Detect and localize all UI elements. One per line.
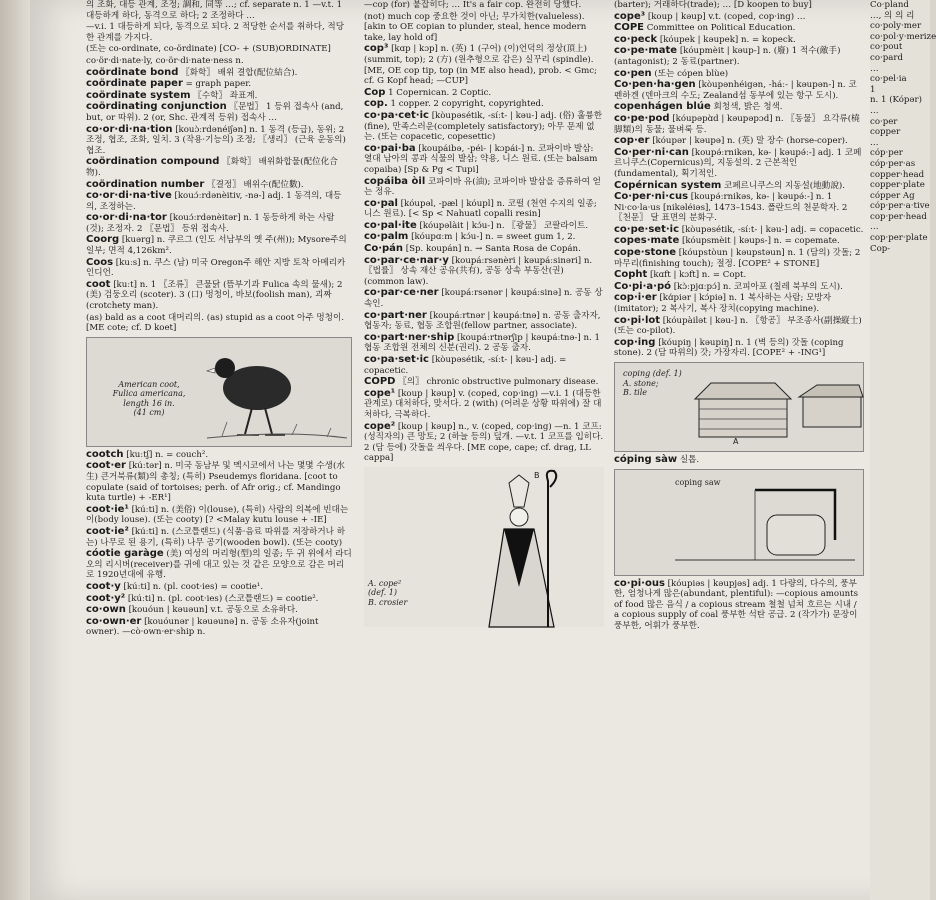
dictionary-entry [364,12,604,44]
entry-headword: coördinate system [86,89,191,101]
dictionary-entry [364,333,604,354]
entry-definition: (또는 cópen blùe) [654,68,729,79]
dictionary-entry [614,293,864,314]
entry-headword: cop³ [364,43,389,55]
dictionary-entry [364,44,604,86]
dictionary-entry [86,313,352,334]
dictionary-entry [614,338,864,359]
entry-definition: [kɔ̀ːpjɑːpɔ́] n. 코피아포 (칠레 북부의 도시). [673,281,843,292]
partial-entry-line: co·pout [870,42,903,53]
entry-headword: co·own [86,604,126,616]
entry-definition: [kouɔ́ːrdənèitər] n. 1 동등하게 하는 사람(것); 조정자. 2 〖문법〗 등위 접속사. [86,213,335,234]
column-4-partial [870,0,936,900]
dictionary-entry [614,0,864,11]
entry-headword: Copht [614,269,648,281]
entry-headword: co·par·ce·ner [364,287,439,299]
entry-headword: coördination compound [86,156,220,168]
entry-definition: 〖수학〗 좌표계. [193,90,258,101]
entry-headword: co·part·ner [364,309,427,321]
dictionary-entry [614,80,864,101]
dictionary-entry [86,91,352,102]
entry-definition: [kóupsmèit | kəups-] n. = copemate. [681,236,840,247]
partial-entry-line: cop·per·head [870,211,927,222]
dictionary-entry [86,44,352,55]
dictionary-entry [86,450,352,461]
dictionary-entry [364,311,604,332]
column-2 [364,0,604,630]
dictionary-entry [614,114,864,135]
entry-definition: —v.i. 1 대등하게 되다, 동격으로 되다. 2 적당한 순서를 취하다, 적당한 관계를 가지다. [86,22,345,43]
entry-headword: coot·ie² [86,525,129,537]
entry-headword: co·pal·ite [364,219,417,231]
dictionary-entry [86,617,352,638]
dictionary-entry [86,213,352,234]
entry-definition: [kuːtʃ] n. = couch². [126,449,209,460]
column-3 [614,0,864,633]
dictionary-entry [86,102,352,123]
entry-definition: [kúːtər] n. 미국 동남부 및 멕시코에서 나는 몇몇 수생(水生) 큰거북류(類)의 총칭; (특히) Pseudemys floridana. [coot to copulate (said of tortoises; perh. of Afr orig.; cf. Mandingo kuta turtle) + -ER¹] [86,461,345,504]
entry-headword: COPE [614,22,644,34]
dictionary-entry [614,192,864,224]
entry-headword: cop·ing [614,336,656,348]
dictionary-entry [86,79,352,90]
dictionary-entry [614,148,864,180]
dictionary-entry [614,579,864,632]
partial-entry-line: … [870,105,879,116]
entry-headword: coördinate bond [86,66,179,78]
dictionary-entry [86,258,352,279]
entry-headword: co·pe·pod [614,112,670,124]
dictionary-entry [86,125,352,157]
entry-headword: coot·ie¹ [86,503,129,515]
entry-definition: [kóupiəs | kəupjəs] adj. 1 다량의, 다수의, 풍부한, 엄청나게 많은(abundant, plentiful): —copious amounts of food 많은 음식 / a copious stream 철철 넘쳐 흐르는 시내 / a copious supply of coal 풍부한 석탄 공급. 2 (작가가) 문장이 풍부한, 어휘가 풍부한. [614,578,859,631]
entry-definition: [kóupàilət | kəu-] n. 〖항공〗 부조종사(副操縦士) (또는 co-pilot). [614,315,862,337]
entry-definition: [koupáːrtnər | kəupáːtnə] n. 공동 출자자, 협동자; 동료, 협동 조합원(fellow partner, associate). [364,310,601,332]
entry-definition: [koupáːrsənèri | kəupáːsinəri] n. 〖법률〗 상속 재산 공유(共有), 공동 상속 부동산(권)(common law). [364,255,593,287]
entry-definition: 코파이바 유(油); 코파이바 발삼을 증류하여 얻는 정유. [364,176,601,198]
entry-definition: [koupáibə, -péi- | kɔpái-] n. 코파이바 발삼: 열대 남아의 콩과 식물의 발삼; 약용, 니스 원료. (또는 balsam copaiba) [Sp & Pg < Tupi] [364,143,598,175]
entry-headword: Copérnican system [614,179,722,191]
entry-headword: cop. [364,98,388,110]
dictionary-page [30,0,936,900]
dictionary-entry [364,355,604,376]
partial-entry-line: cópper Ag [870,190,915,201]
dictionary-entry [364,232,604,243]
dictionary-entry [614,136,864,147]
entry-headword: co·or·di·na·tive [86,190,172,202]
entry-headword: Coos [86,256,114,268]
partial-entry-line: co·poly·mer [870,21,922,32]
entry-definition: 코페르니쿠스의 지동설(地動說). [724,180,846,191]
entry-headword: copenhágen blúe [614,101,711,113]
entry-definition: 〖화학〗 배위 결합(配位結合). [181,67,298,78]
dictionary-entry [364,88,604,99]
partial-entry-line: copper·plate [870,180,925,191]
entry-headword: co·pi·ous [614,577,665,589]
dictionary-entry [614,35,864,46]
dictionary-entry [614,69,864,80]
entry-definition: [koupáːrsənər | kəupáːsinə] n. 공동 상속인. [364,288,603,310]
entry-headword: cop·i·er [614,292,657,304]
american-coot-figure [86,337,352,447]
entry-definition: [kuərg] n. 쿠르그 (인도 서남부의 옛 주(州)); Mysore주의 일부; 면적 4,126km². [86,235,347,257]
dictionary-entry [86,461,352,503]
dictionary-entry [364,256,604,288]
entry-headword: coot·y [86,580,121,592]
entry-definition: [kòupəsétik, -síːt- | kəu-] adj. = copacetic. [364,355,567,376]
entry-headword: co·or·di·na·tor [86,212,167,224]
entry-definition: [kouóunər | kəuəunə] n. 공동 소유자(joint owner). —cò·own·er·ship n. [86,616,319,638]
figure-label-a: A [733,437,739,446]
entry-definition: 〖화학〗 배위화합물(配位化合物). [86,157,338,178]
entry-definition: [kúːti] n. (pl. coot·ies) = cootie¹. [123,581,264,592]
figure-caption: A. cope² (def. 1) B. crosier [368,578,408,607]
entry-definition: 〖결정〗 배위수(配位數). [207,179,304,190]
entry-headword: cope¹ [364,387,396,399]
dictionary-entry [364,389,604,421]
entry-headword: co·peck [614,33,658,45]
partial-entry-line: n. 1 (Kópər) [870,95,922,106]
entry-definition: [Sp. koupán] n. → Santa Rosa de Copán. [405,244,581,255]
column-1 [86,0,352,639]
entry-definition: 〖의〗 chronic obstructive pulmonary disease. [398,377,599,388]
entry-definition: [kouɔ́ːrdənèitiv, -nə-] adj. 1 동격의, 대등의, 조정하는. [86,191,342,212]
entry-definition: [kɑp | kɔp] n. (英) 1 (구어) (이)언덕의 정상(頂上)(summit, top); 2 (方) (원추형으로 감은) 실꾸리 (spindle). [ME, OE cop tip, top (in ME also head), prob. < Gmc; cf. G Kopf head; —CUP] [364,44,598,87]
entry-headword: cope² [364,420,396,432]
entry-headword: copes·mate [614,235,680,247]
dictionary-entry [364,99,604,110]
entry-definition: = graph paper. [185,79,252,90]
entry-headword: cóotie garàge [86,548,164,560]
dictionary-entry [364,377,604,388]
entry-headword: co·pa·set·ic [364,354,429,365]
dictionary-entry [86,549,352,581]
entry-headword: Co·pán [364,243,404,255]
dictionary-entry [86,582,352,593]
dictionary-entry [364,199,604,220]
entry-definition: 1 copper. 2 copyright, copyrighted. [390,99,544,110]
entry-definition: [kɑft | kɔft] n. = Copt. [650,270,747,281]
dictionary-entry [614,23,864,34]
dictionary-entry [86,527,352,548]
partial-entry-line: … [870,137,879,148]
dictionary-entry [614,181,864,192]
entry-headword: coot [86,278,111,290]
entry-headword: co·palm [364,231,409,243]
entry-headword: co·own·er [86,615,142,627]
entry-headword: Co·per·ni·cus [614,191,689,203]
entry-definition: 1 Copernican. 2 Coptic. [388,87,492,98]
partial-entry-line: copper [870,127,901,138]
entry-headword: co·pe·set·ic [614,223,680,235]
entry-headword: Co·per·ni·can [614,146,689,158]
book-left-edge [0,0,30,900]
dictionary-entry [364,244,604,255]
dictionary-entry [86,157,352,178]
entry-headword: co·pi·lot [614,314,661,326]
figure-label-b: B [534,470,540,480]
entry-definition: [koup | kəup] n., v. (coped, cop·ing) —n. 1 코프: (성직자의) 큰 망토; 2 (하늘 등의) 덮개. —v.t. 1 코프를 입히다. 2 (담 등에) 갓돌을 씌우다. [ME cope, cape; cf. drag, LL cappa] [364,421,604,464]
partial-entry-line: cóp·per·as [870,158,916,169]
dictionary-entry [614,236,864,247]
entry-definition: [kóupɑːm | kɔ́u-] n. = sweet gum 1, 2. [411,232,576,243]
entry-definition: [kóupek | kəupek] n. = kopeck. [659,34,796,45]
entry-definition: [kúːti] n. (pl. coot·ies) (스코틀랜드) = cootie². [127,593,319,604]
partial-entry-line: co·pard [870,52,903,63]
entry-definition: [kúːti] n. (美俗) 이(louse), (특히) 사람의 의복에 빈대는 이(body louse). (또는 cooty) [? <Malay kutu louse + -IE] [86,504,349,526]
entry-definition: [kòupəsétik, -síːt- | kəu-] adj. (俗) 훌륭한(fine), 만족스러운(completely satisfactory); 아무 문제 없는. (또는 copacetic, copesettic) [364,110,603,143]
dictionary-entry [86,594,352,605]
entry-headword: co·pen [614,67,652,79]
entry-headword: Coorg [86,234,120,246]
entry-headword: co·pe·mate [614,45,678,57]
partial-entry-line: cop·per·plate [870,233,928,244]
dictionary-entry [86,235,352,256]
partial-entry-line: cóp·per·a·tive [870,201,930,212]
entry-headword: cope·stone [614,247,677,259]
entry-definition: (not) much cop 중요한 것이 아닌; 무가치한(valueless). [akin to OE copian to plunder, steal, hence modern take, lay hold of] [364,11,587,43]
figure-caption: coping saw [675,477,721,487]
partial-entry-line: Cop- [870,243,891,254]
entry-definition: (as) bald as a coot 대머리의. (as) stupid as a coot 아주 멍청이. [ME cote; cf. D koet] [86,312,345,334]
dictionary-entry [86,22,352,43]
entry-definition: 의 조화, 대등 관계, 조정; 調和, 同等 …; cf. separate n. 1 —v.t. 1 대등하게 하다, 동격으로 하다; 2 조정하다 … [86,0,343,21]
entry-definition: [koupə́ːrnikən, kə- | kəupə́ː-] adj. 1 코페르니쿠스(Copernicus)의, 지동설의. 2 근본적인 (fundamental), 획기적인. [614,147,862,179]
entry-definition: [kɑ́piər | kɔ́piə] n. 1 복사하는 사람; 모방자(imitator); 2 복사기, 복사 장치(copying machine). [614,293,832,315]
entry-headword: cootch [86,448,124,460]
entry-definition: [kóupəl, -pæl | kóupl] n. 코펄 (천연 수지의 일종; 니스 원료). [< Sp < Nahuatl copalli resin] [364,198,597,220]
entry-headword: Co·pen·ha·gen [614,79,696,91]
entry-headword: coördination number [86,178,205,190]
dictionary-entry [614,270,864,281]
entry-definition: [kuːs] n. 쿠스 (남) 미국 Oregon주 해안 지방 토착 아메리카 인디언. [86,257,346,279]
entry-headword: co·pa·cet·ic [364,109,429,121]
dictionary-entry [86,68,352,79]
entry-definition: (barter); 거래하다(trade); … [D koopen to buy] [614,0,812,10]
dictionary-entry [614,12,864,23]
entry-headword: coot·er [86,460,126,472]
entry-definition: [koup | kəup] v. (coped, cop·ing) —v.i. 1 (대등한 관계로) 대처하다, 맞서다. 2 (with) (어려운 상황 따위에) 잘 대처하다, 극복하다. [364,388,602,420]
entry-definition: 회청색, 밝은 청색. [713,102,783,113]
entry-definition: [kóupmèit | kəup-] n. (廢) 1 적수(敵手) (antagonist); 2 동료(partner). [614,46,841,67]
dictionary-entry [86,180,352,191]
dictionary-entry [614,282,864,293]
coping-saw-illustration [615,470,865,575]
entry-headword: cop·er [614,135,650,147]
partial-entry-line: Co·pland [870,0,909,10]
entry-headword: co·part·ner·ship [364,331,455,343]
entry-definition: [koup | kəup] v.t. (coped, cop·ing) … [647,11,806,22]
coping-figure [614,362,864,452]
entry-headword: COPD [364,376,396,388]
partial-entry-line: 1 [870,84,876,95]
entry-headword: co·or·di·na·tion [86,123,173,135]
partial-entry-line: cóp·per [870,148,903,159]
bishop-illustration [364,467,604,627]
entry-definition: —cop (for) 붙잡히다; … It's a fair cop. 완전히 당했다. [364,0,582,10]
coping-wall-illustration [615,363,865,451]
partial-entry-line: … [870,63,879,74]
entry-headword: coördinating conjunction [86,101,227,113]
entry-headword: cope³ [614,10,646,22]
dictionary-entry [364,177,604,198]
partial-entry-line: co·per [870,116,898,127]
entry-headword: Cop [364,86,386,98]
coping-saw-figure [614,469,864,576]
coot-illustration [87,338,353,446]
entry-definition: (또는 co-ordinate, co-ördinate) [CO- + (SUB)ORDINATE] [86,44,331,55]
dictionary-entry [86,505,352,526]
dictionary-entry [86,605,352,616]
dictionary-entry [614,316,864,337]
figure-caption: American coot, Fulica americana, length 16 in. (41 cm) [112,379,186,418]
entry-definition: [kóupstòun | kəupstəun] n. 1 (담의) 갓돌; 2 마무리(finishing touch); 절정. [COPE² + STONE] [614,248,861,269]
dictionary-entry [86,191,352,212]
entry-definition: [kóupər | kəupə] n. (英) 말 장수 (horse-coper). [652,136,848,147]
dictionary-entry [86,280,352,312]
entry-headword: co·par·ce·nar·y [364,254,449,266]
entry-definition: [kouɔ̀ːrdənéiʃən] n. 1 동격 (등급), 동위; 2 조정, 협조, 조화, 일치. 3 (작용·기능의) 조정; 〖생리〗 (근육 운동의) 협조. [86,124,346,156]
entry-definition: [kúːti] n. (스코틀랜드) (식품·음료 따위를 저장하거나 하는) 나무로 된 용기, (특히) 나무 공기(wooden bowl). (또는 cooty) [86,526,345,548]
entry-definition: co·ör·di·nate·ly, co·ör·di·nate·ness n. [86,55,244,66]
coping-saw-entry: cóping sàw 실톱. [614,454,700,465]
dictionary-entry [364,221,604,232]
entry-headword: coot·y² [86,592,126,604]
partial-entry-line: copper·head [870,169,925,180]
dictionary-entry [86,56,352,67]
entry-definition: [koupə́ːrnikəs, kə- | kəupə́ː-] n. 1 Ni·co·la·us [nikəléiəs], 1473–1543. 폴란드의 천문학자. 2 〖천문〗 달 표면의 분화구. [614,192,848,224]
entry-definition: (美) 여성의 머리형(型)의 일종; 두 귀 위에서 라디오의 리시버(receiver)를 귀에 대고 있는 것 같은 모양으로 감은 머리로 1920년대에 유행. [86,549,352,581]
entry-headword: copáiba òil [364,175,426,187]
entry-definition: Committee on Political Education. [646,23,796,34]
entry-definition: [kóupəpɑ̀d | kəupəpɔd] n. 〖동물〗 요각류(橈脚類)의 동물; 물벼룩 등. [614,113,860,135]
dictionary-entry [614,102,864,113]
partial-entry-line: co·pol·y·merize [870,31,936,42]
entry-definition: [kóupiŋ | kəupiŋ] n. 1 (벽 등의) 갓돌 (coping stone). 2 (담 따위의) 갓; 가장자리. [COPE² + -ING¹] [614,337,844,359]
entry-definition: [kuːt] n. 1 〖조류〗 큰물닭 (뜸부기과 Fulica 속의 물새); 2 (美) 검둥오리 (scoter). 3 (口) 멍청이, 바보(foolish man), 괴짜(crotchety man). [86,279,343,312]
entry-headword: co·pai·ba [364,142,416,154]
entry-headword: co·pal [364,197,398,209]
partial-entry-line: …, 의 의 리 [870,10,915,21]
entry-definition: 〖문법〗 1 등위 접속사 (and, but, or 따위). 2 (or, Shc. 관계적 등위) 접속사 … [86,102,344,123]
entry-definition: [kóupəlàit | kɔ́u-] n. 〖광물〗 코팔라이트. [419,220,589,231]
dictionary-entry [364,144,604,176]
partial-entry-line: co·pel·ia [870,74,907,85]
dictionary-entry [614,225,864,236]
dictionary-entry [364,0,604,11]
figure-caption: coping (def. 1) A. stone; B. tile [623,369,682,397]
dictionary-entry [364,111,604,143]
dictionary-entry [364,288,604,309]
entry-definition: [koupáːrtnərʃip | kəupáːtnə-] n. 1 협동 조합원 전체의 신분(권리). 2 공동 출자. [364,332,600,354]
partial-entry-line: … [870,222,879,233]
dictionary-entry [364,422,604,464]
dictionary-entry [614,46,864,67]
dictionary-entry [86,0,352,21]
entry-headword: coördinate paper [86,78,183,90]
entry-headword: Co·pi·a·pó [614,280,671,292]
entry-definition: [kòupənhéigən, -háː- | kəupən-] n. 코펜하겐 (덴마크의 수도; Zealand섬 동부에 있는 항구 도시). [614,80,857,101]
entry-definition: [kouóun | kəuəun] v.t. 공동으로 소유하다. [128,605,298,616]
dictionary-entry [614,248,864,269]
cope-crosier-figure [364,467,604,627]
entry-definition: [kòupəsétik, -síːt- | kəu-] adj. = copacetic. [681,224,864,235]
